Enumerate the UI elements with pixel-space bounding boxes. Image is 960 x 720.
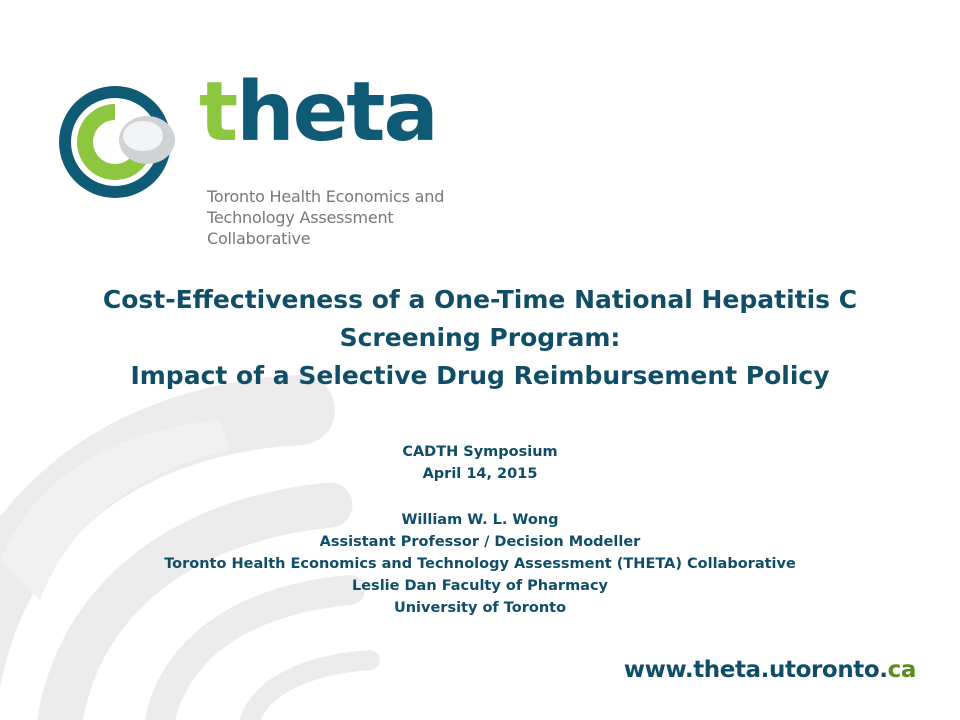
presenter-role: Assistant Professor / Decision Modeller bbox=[319, 534, 641, 550]
theta-globe-icon bbox=[55, 82, 179, 202]
logo-subtitle bbox=[207, 186, 495, 249]
website-url[interactable] bbox=[624, 657, 916, 683]
event-date: April 14, 2015 bbox=[422, 466, 538, 482]
theta-wordmark: theta bbox=[199, 65, 437, 160]
title-line-2: Screening Program: bbox=[339, 323, 621, 352]
title-line-1: Cost-Effectiveness of a One-Time National Hepatitis C bbox=[102, 285, 858, 314]
presenter-faculty: Leslie Dan Faculty of Pharmacy bbox=[351, 578, 609, 594]
presenter-name: William W. L. Wong bbox=[401, 512, 559, 528]
presentation-title bbox=[40, 281, 920, 395]
presenter-organization: Toronto Health Economics and Technology Assessment (THETA) Collaborative bbox=[164, 556, 796, 572]
website-url-main: www.theta.utoronto. bbox=[623, 657, 888, 683]
event-name: CADTH Symposium bbox=[402, 444, 558, 460]
title-line-3: Impact of a Selective Drug Reimbursement Policy bbox=[130, 361, 830, 390]
website-url-tld: ca bbox=[887, 657, 916, 683]
logo-subtitle-line1: Toronto Health Economics and bbox=[207, 187, 445, 206]
theta-logo bbox=[55, 65, 495, 248]
event-info bbox=[40, 441, 920, 485]
presenter-info bbox=[40, 509, 920, 619]
presenter-university: University of Toronto bbox=[393, 600, 567, 616]
logo-subtitle-line2: Technology Assessment Collaborative bbox=[207, 208, 394, 248]
